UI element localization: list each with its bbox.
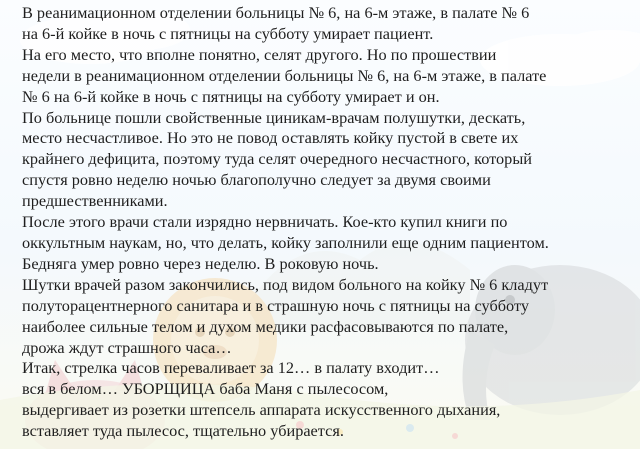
text-line: вся в белом… УБОРЩИЦА баба Маня с пылесосом,: [22, 379, 389, 399]
text-line: Шутки врачей разом закончились, под видом больного на койку № 6 кладут: [22, 274, 549, 294]
text-line: оккультным наукам, но, что делать, койку заполнили еще одним пациентом.: [22, 232, 549, 252]
text-line: полуторацентнерного санитара и в страшную ночь с пятницы на субботу: [22, 295, 529, 315]
text-line: дрожа ждут страшного часа…: [22, 337, 232, 357]
text-line: По больнице пошли свойственные циникам-врачам полушутки, дескать,: [22, 107, 526, 127]
text-line: предшественниками.: [22, 191, 168, 211]
text-line: выдергивает из розетки штепсель аппарата искусственного дыхания,: [22, 400, 501, 420]
text-line: После этого врачи стали изрядно нервничать. Кое-кто купил книги по: [22, 212, 508, 232]
text-line: наиболее сильные телом и духом медики расфасовываются по палате,: [22, 316, 509, 336]
text-line: В реанимационном отделении больницы № 6, на 6-м этаже, в палате № 6: [22, 3, 530, 22]
text-line: Бедняга умер ровно через неделю. В роковую ночь.: [22, 253, 379, 273]
story-text: [22, 3, 634, 442]
text-line: На его место, что вполне понятно, селят другого. Но по прошествии: [22, 44, 497, 64]
text-line: недели в реанимационном отделении больницы № 6, на 6-м этаже, в палате: [22, 65, 547, 85]
text-line: Итак, стрелка часов переваливает за 12… в палату входит…: [22, 358, 440, 378]
text-line: на 6-й койке в ночь с пятницы на субботу умирает пациент.: [22, 23, 434, 43]
text-line: крайнего дефицита, поэтому туда селят очередного несчастного, который: [22, 149, 532, 169]
text-line: спустя ровно неделю ночью благополучно следует за двумя своими: [22, 170, 491, 190]
text-line: место несчастливое. Но это не повод оставлять койку пустой в свете их: [22, 128, 519, 148]
text-line: № 6 на 6-й койке в ночь с пятницы на субботу умирает и он.: [22, 86, 440, 106]
text-line: вставляет туда пылесос, тщательно убирается.: [22, 421, 344, 441]
